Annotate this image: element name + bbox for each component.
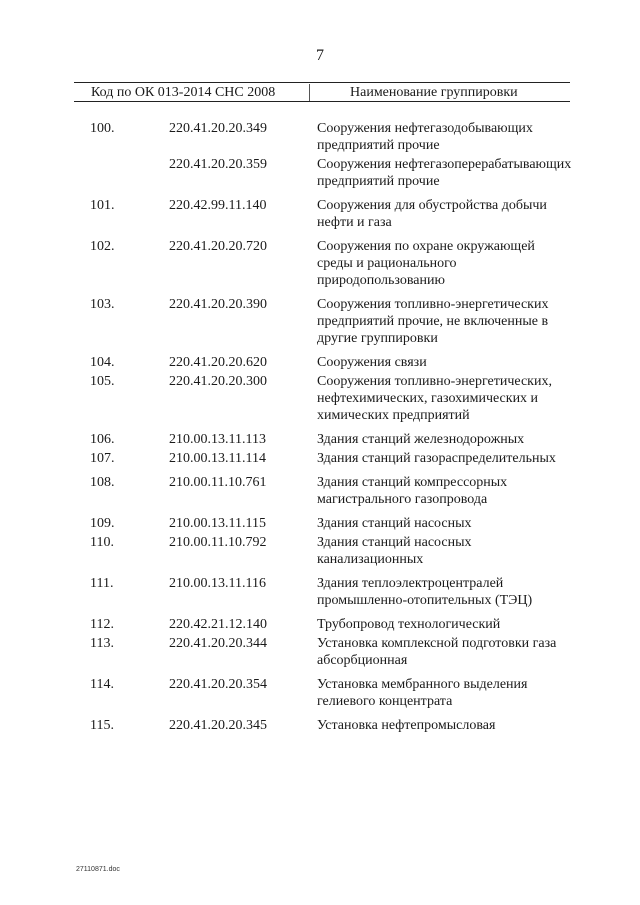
row-code: 220.41.20.20.300 [169,374,267,389]
row-code: 220.41.20.20.344 [169,636,267,651]
row-code: 220.42.21.12.140 [169,617,267,632]
table-row [0,515,640,532]
row-number: 104. [90,355,115,370]
row-name: Здания теплоэлектроцентралей промышленно-отопительных (ТЭЦ) [317,576,533,608]
header-name-column: Наименование группировки [350,85,518,100]
row-name: Сооружения топливно-энергетических, нефтехимических, газохимических и химических предприятий [317,374,552,423]
table-row [0,431,640,448]
row-code: 210.00.13.11.113 [169,432,266,447]
table-row [0,238,640,289]
row-number: 100. [90,121,115,136]
row-code: 210.00.13.11.115 [169,516,266,531]
row-name: Здания станций насосных [317,516,472,531]
row-number: 106. [90,432,115,447]
table-row [0,354,640,371]
row-name: Сооружения нефтегазодобывающих предприятий прочие [317,121,533,153]
row-number: 109. [90,516,115,531]
table-row [0,373,640,424]
row-number: 103. [90,297,115,312]
row-number: 102. [90,239,115,254]
row-code: 220.41.20.20.620 [169,355,267,370]
row-code: 220.41.20.20.345 [169,718,267,733]
row-name: Трубопровод технологический [317,617,501,632]
header-code-column: Код по ОК 013-2014 СНС 2008 [91,85,276,100]
row-code: 220.41.20.20.349 [169,121,267,136]
table-row [0,296,640,347]
header-top-rule [74,82,570,83]
table-row [0,156,640,190]
row-code: 220.41.20.20.720 [169,239,267,254]
row-number: 101. [90,198,115,213]
table-row [0,575,640,609]
row-name: Установка комплексной подготовки газа абсорбционная [317,636,557,668]
row-number: 105. [90,374,115,389]
table-row [0,197,640,231]
table-row [0,474,640,508]
row-code: 220.42.99.11.140 [169,198,267,213]
row-name: Установка мембранного выделения гелиевого концентрата [317,677,528,709]
row-name: Сооружения для обустройства добычи нефти и газа [317,198,547,230]
row-name: Сооружения топливно-энергетических предприятий прочие, не включенные в другие группировки [317,297,549,346]
row-code: 210.00.11.10.792 [169,535,267,550]
row-name: Здания станций насосных канализационных [317,535,472,567]
table-row [0,717,640,734]
header-column-divider [309,84,310,101]
row-name: Здания станций компрессорных магистрального газопровода [317,475,508,507]
row-number: 114. [90,677,114,692]
row-number: 107. [90,451,115,466]
document-filename: 27110871.doc [76,866,120,873]
classification-table [0,120,640,741]
row-code: 220.41.20.20.359 [169,157,267,172]
row-number: 110. [90,535,114,550]
row-number: 113. [90,636,114,651]
table-row [0,534,640,568]
row-code: 210.00.13.11.116 [169,576,266,591]
header-bottom-rule [74,101,570,102]
row-name: Сооружения по охране окружающей среды и рационального природопользованию [317,239,535,288]
row-number: 112. [90,617,114,632]
row-name: Установка нефтепромысловая [317,718,496,733]
row-code: 220.41.20.20.390 [169,297,267,312]
row-code: 210.00.13.11.114 [169,451,266,466]
table-row [0,635,640,669]
table-row [0,616,640,633]
row-number: 115. [90,718,114,733]
row-name: Здания станций газораспределительных [317,451,556,466]
table-row [0,676,640,710]
row-number: 108. [90,475,115,490]
page-number: 7 [316,47,324,64]
row-code: 210.00.11.10.761 [169,475,267,490]
table-row [0,450,640,467]
row-name: Здания станций железнодорожных [317,432,525,447]
row-number: 111. [90,576,114,591]
row-code: 220.41.20.20.354 [169,677,267,692]
row-name: Сооружения нефтегазоперерабатывающих предприятий прочие [317,157,572,189]
row-name: Сооружения связи [317,355,427,370]
table-row [0,120,640,154]
